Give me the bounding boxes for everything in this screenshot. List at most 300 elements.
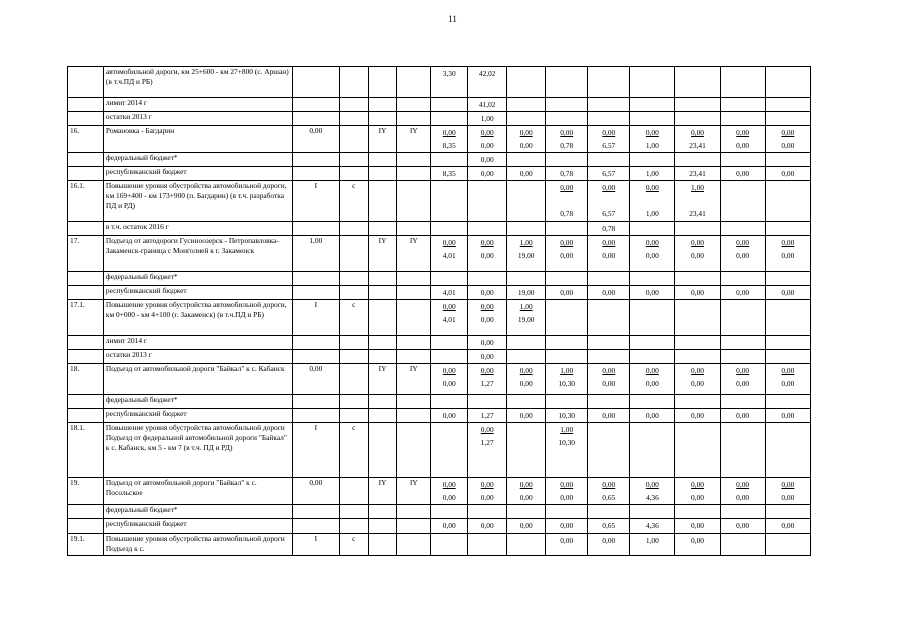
table-row	[68, 98, 811, 112]
row-number-cell	[68, 67, 104, 98]
object-name-cell: федеральный бюджет*	[103, 272, 292, 286]
value-text: 6,57	[602, 141, 616, 150]
value-text	[470, 272, 504, 285]
object-name-cell: Повышение уровня обустройства автомобильной дороги, км 169+400 - км 173+900 (п. Багдарин) (в т.ч. разработка ПД и РД)	[103, 181, 292, 222]
value-cell	[546, 112, 588, 126]
value-text: 0,00	[781, 480, 795, 489]
value-text	[632, 153, 672, 166]
value-text: 0,00	[442, 128, 456, 137]
value-text	[433, 181, 465, 194]
value-text	[590, 153, 627, 166]
category-cell	[339, 336, 368, 350]
value-text	[723, 112, 763, 125]
value-text: 0,00	[736, 169, 750, 178]
category-cell	[339, 126, 368, 153]
value-cell	[675, 181, 720, 222]
row-number-cell: 18.1.	[68, 423, 104, 478]
value-text: 0,00	[602, 251, 616, 260]
value-text	[590, 505, 627, 518]
table-row	[68, 112, 811, 126]
value-cell	[546, 423, 588, 478]
value-text: 0,00	[781, 379, 795, 388]
value-text: 0,00	[442, 238, 456, 247]
value-text	[590, 395, 627, 408]
value-text	[768, 336, 808, 349]
value-cell	[720, 236, 765, 272]
value-text	[677, 505, 717, 518]
category-cell	[339, 67, 368, 98]
type-cell	[397, 153, 431, 167]
value-cell	[588, 236, 630, 272]
value-text	[632, 98, 672, 111]
object-name-cell: автомобильной дороги, км 25+600 - км 27+800 (с. Аршан) (в т.ч.ПД и РБ)	[103, 67, 292, 98]
value-cell	[765, 272, 810, 286]
value-cell	[720, 67, 765, 98]
value-text: 8,35	[442, 141, 456, 150]
value-text	[632, 300, 672, 313]
length-cell	[292, 112, 339, 126]
row-number-cell: 18.	[68, 364, 104, 395]
category-cell: с	[339, 300, 368, 336]
length-cell	[292, 272, 339, 286]
value-cell	[546, 364, 588, 395]
value-cell	[468, 300, 507, 336]
value-text: 0,00	[442, 366, 456, 375]
value-text: 0,00	[781, 169, 795, 178]
value-text: 0,00	[480, 169, 494, 178]
value-text: 0,00	[691, 480, 704, 489]
value-cell	[431, 423, 468, 478]
value-cell	[546, 222, 588, 236]
value-cell	[546, 534, 588, 556]
value-cell	[431, 350, 468, 364]
value-cell	[765, 236, 810, 272]
value-cell	[630, 519, 675, 534]
value-text: 0,00	[480, 315, 494, 324]
value-text: 1,00	[645, 141, 659, 150]
value-text: 1,27	[480, 411, 494, 420]
value-cell	[630, 236, 675, 272]
class-cell	[368, 181, 397, 222]
category-cell	[339, 478, 368, 505]
category-cell	[339, 519, 368, 534]
object-name-cell: республиканский бюджет	[103, 409, 292, 423]
value-cell	[720, 98, 765, 112]
value-text: 0,00	[645, 366, 659, 375]
value-cell	[630, 478, 675, 505]
value-cell	[507, 519, 546, 534]
value-cell	[546, 478, 588, 505]
value-cell	[765, 395, 810, 409]
value-cell	[765, 98, 810, 112]
value-text: 0,00	[442, 521, 456, 530]
value-cell	[675, 67, 720, 98]
value-text	[632, 112, 672, 125]
value-cell	[720, 364, 765, 395]
value-cell	[588, 181, 630, 222]
value-cell	[588, 222, 630, 236]
value-text: 0,00	[480, 141, 494, 150]
value-text	[470, 181, 504, 194]
value-text	[677, 423, 717, 436]
value-cell	[630, 126, 675, 153]
value-cell	[468, 336, 507, 350]
object-name-cell: Романовка - Багдарин	[103, 126, 292, 153]
value-text: 0,00	[519, 521, 533, 530]
value-text	[548, 98, 585, 111]
value-text: 1,00	[645, 169, 659, 178]
value-cell	[765, 423, 810, 478]
value-cell	[588, 395, 630, 409]
value-text: 6,57	[602, 209, 616, 218]
value-text: 1,27	[480, 438, 494, 447]
value-text	[548, 300, 585, 313]
value-text: 0,00	[442, 480, 456, 489]
value-cell	[468, 272, 507, 286]
row-number-cell	[68, 272, 104, 286]
value-cell	[675, 222, 720, 236]
value-text	[632, 350, 672, 363]
object-name-cell: остатки 2013 г	[103, 112, 292, 126]
row-number-cell: 19.1.	[68, 534, 104, 556]
value-cell	[431, 126, 468, 153]
value-cell	[468, 350, 507, 364]
value-cell	[765, 153, 810, 167]
value-text: 1,00	[645, 536, 659, 545]
table-row	[68, 519, 811, 534]
value-cell	[431, 236, 468, 272]
value-text: 1,00	[645, 209, 659, 218]
value-cell	[546, 67, 588, 98]
value-text: 10,30	[558, 411, 576, 420]
class-cell	[368, 67, 397, 98]
type-cell	[397, 395, 431, 409]
category-cell	[339, 167, 368, 181]
length-cell	[292, 336, 339, 350]
table-row	[68, 534, 811, 556]
value-text	[470, 534, 504, 547]
value-text	[590, 272, 627, 285]
value-text	[677, 300, 717, 313]
value-cell	[431, 409, 468, 423]
value-cell	[720, 505, 765, 519]
value-text	[433, 112, 465, 125]
value-cell	[468, 153, 507, 167]
value-text: 1,00	[480, 114, 494, 123]
value-text: 0,00	[480, 480, 494, 489]
value-text: 0,00	[781, 366, 795, 375]
value-cell	[765, 181, 810, 222]
value-text: 0,00	[602, 536, 616, 545]
value-cell	[507, 272, 546, 286]
table-row	[68, 153, 811, 167]
value-cell	[720, 272, 765, 286]
category-cell	[339, 286, 368, 300]
table-row	[68, 126, 811, 153]
value-cell	[588, 350, 630, 364]
row-number-cell: 17.	[68, 236, 104, 272]
value-text: 0,00	[781, 521, 795, 530]
category-cell	[339, 350, 368, 364]
value-text: 0,00	[645, 183, 659, 192]
row-number-cell	[68, 505, 104, 519]
value-text: 19,00	[517, 315, 535, 324]
type-cell	[397, 272, 431, 286]
value-cell	[588, 300, 630, 336]
value-cell	[675, 286, 720, 300]
value-text: 0,00	[519, 128, 533, 137]
value-cell	[630, 272, 675, 286]
table-row	[68, 423, 811, 478]
value-cell	[468, 423, 507, 478]
value-cell	[675, 409, 720, 423]
value-cell	[588, 336, 630, 350]
value-text	[509, 336, 543, 349]
value-text: 0,00	[602, 379, 616, 388]
class-cell	[368, 505, 397, 519]
value-cell	[546, 286, 588, 300]
row-number-cell	[68, 350, 104, 364]
value-cell	[720, 167, 765, 181]
object-name-cell: федеральный бюджет*	[103, 153, 292, 167]
value-text	[590, 112, 627, 125]
type-cell	[397, 505, 431, 519]
value-cell	[507, 478, 546, 505]
value-cell	[675, 98, 720, 112]
value-cell	[720, 153, 765, 167]
value-cell	[588, 98, 630, 112]
value-text	[433, 153, 465, 166]
value-cell	[468, 112, 507, 126]
table-body	[68, 67, 811, 556]
length-cell	[292, 286, 339, 300]
value-text	[433, 222, 465, 235]
value-cell	[588, 286, 630, 300]
value-text	[632, 395, 672, 408]
value-text	[548, 272, 585, 285]
value-cell	[431, 519, 468, 534]
value-text	[433, 423, 465, 436]
length-cell	[292, 505, 339, 519]
type-cell	[397, 336, 431, 350]
value-text: 4,01	[442, 315, 456, 324]
length-cell	[292, 350, 339, 364]
table-row	[68, 67, 811, 98]
value-cell	[546, 167, 588, 181]
value-cell	[588, 272, 630, 286]
value-cell	[675, 505, 720, 519]
value-cell	[507, 167, 546, 181]
value-cell	[431, 67, 468, 98]
value-text: 0,00	[560, 288, 574, 297]
value-text	[509, 534, 543, 547]
value-text	[723, 534, 763, 547]
value-cell	[468, 167, 507, 181]
object-name-cell: остатки 2013 г	[103, 350, 292, 364]
value-text: 0,78	[560, 141, 574, 150]
value-text	[723, 505, 763, 518]
value-cell	[546, 336, 588, 350]
row-number-cell	[68, 112, 104, 126]
value-text: 0,00	[781, 288, 795, 297]
class-cell	[368, 336, 397, 350]
class-cell	[368, 153, 397, 167]
value-text: 0,00	[480, 155, 494, 164]
value-text: 0,00	[736, 366, 750, 375]
table-row	[68, 286, 811, 300]
value-text: 0,00	[519, 141, 533, 150]
value-text: 0,78	[602, 224, 616, 233]
value-cell	[431, 153, 468, 167]
type-cell	[397, 286, 431, 300]
value-cell	[675, 236, 720, 272]
value-text: 10,30	[558, 379, 576, 388]
value-cell	[507, 98, 546, 112]
value-cell	[720, 336, 765, 350]
value-text: 0,00	[519, 493, 533, 502]
value-text: 0,00	[480, 338, 494, 347]
object-name-cell: Подъезд от автомобильной дороги "Байкал" к с. Посольское	[103, 478, 292, 505]
value-cell	[765, 505, 810, 519]
value-text: 0,00	[691, 128, 704, 137]
class-cell	[368, 534, 397, 556]
value-cell	[675, 364, 720, 395]
row-number-cell	[68, 336, 104, 350]
value-text	[433, 395, 465, 408]
value-cell	[546, 395, 588, 409]
value-text	[768, 272, 808, 285]
value-text: 0,00	[602, 183, 616, 192]
value-cell	[507, 395, 546, 409]
object-name-cell: республиканский бюджет	[103, 286, 292, 300]
length-cell: 0,00	[292, 478, 339, 505]
value-cell	[765, 336, 810, 350]
type-cell	[397, 300, 431, 336]
value-text: 0,00	[442, 493, 456, 502]
value-cell	[431, 181, 468, 222]
class-cell: IY	[368, 364, 397, 395]
table-row	[68, 167, 811, 181]
value-text	[590, 67, 627, 80]
value-text	[723, 350, 763, 363]
value-cell	[720, 519, 765, 534]
length-cell: I	[292, 181, 339, 222]
value-cell	[431, 364, 468, 395]
value-cell	[507, 126, 546, 153]
value-cell	[765, 112, 810, 126]
value-text: 0,00	[781, 411, 795, 420]
row-number-cell	[68, 153, 104, 167]
value-text: 0,00	[560, 480, 574, 489]
value-text	[509, 222, 543, 235]
value-cell	[765, 67, 810, 98]
class-cell	[368, 395, 397, 409]
type-cell	[397, 222, 431, 236]
value-cell	[765, 364, 810, 395]
value-text: 6,57	[602, 169, 616, 178]
value-text: 0,00	[736, 379, 750, 388]
value-text: 0,00	[736, 251, 750, 260]
value-text	[548, 194, 585, 207]
value-text: 0,00	[645, 128, 659, 137]
value-text	[723, 67, 763, 80]
value-cell	[431, 112, 468, 126]
value-text: 0,00	[691, 521, 704, 530]
table-row	[68, 336, 811, 350]
category-cell	[339, 364, 368, 395]
value-text	[677, 336, 717, 349]
value-text	[768, 395, 808, 408]
value-cell	[675, 395, 720, 409]
value-text: 4,01	[442, 288, 456, 297]
value-text	[768, 67, 808, 80]
value-cell	[431, 534, 468, 556]
budget-table	[67, 66, 811, 556]
value-text: 19,00	[517, 251, 535, 260]
value-cell	[765, 167, 810, 181]
value-text: 0,65	[602, 493, 616, 502]
value-text: 0,00	[480, 238, 494, 247]
value-text: 0,00	[691, 238, 704, 247]
value-cell	[546, 181, 588, 222]
value-text: 0,00	[480, 521, 494, 530]
value-cell	[468, 236, 507, 272]
value-text	[433, 98, 465, 111]
table-row	[68, 395, 811, 409]
value-text: 0,00	[442, 302, 456, 311]
class-cell	[368, 286, 397, 300]
value-cell	[630, 222, 675, 236]
value-text: 0,00	[781, 251, 795, 260]
value-cell	[507, 364, 546, 395]
value-text	[509, 98, 543, 111]
value-text	[509, 395, 543, 408]
value-text	[768, 98, 808, 111]
value-text	[509, 181, 543, 194]
value-cell	[507, 336, 546, 350]
value-text	[768, 423, 808, 436]
value-text	[470, 222, 504, 235]
value-text: 0,00	[560, 238, 574, 247]
value-text: 0,00	[602, 480, 616, 489]
value-cell	[720, 222, 765, 236]
value-text	[677, 395, 717, 408]
value-cell	[765, 286, 810, 300]
value-text: 0,00	[645, 288, 659, 297]
value-text	[632, 222, 672, 235]
value-text: 0,00	[645, 238, 659, 247]
value-cell	[720, 126, 765, 153]
value-cell	[630, 350, 675, 364]
value-cell	[630, 300, 675, 336]
value-text	[470, 505, 504, 518]
value-text	[433, 534, 465, 547]
value-text: 0,00	[519, 379, 533, 388]
value-text	[548, 112, 585, 125]
value-cell	[468, 505, 507, 519]
value-cell	[630, 336, 675, 350]
value-text: 8,35	[442, 169, 456, 178]
object-name-cell: Подъезд от автодороги Гусиноозерск - Петропавловка-Закаменск-граница с Монголией к г. Закаменск	[103, 236, 292, 272]
table-row	[68, 505, 811, 519]
value-cell	[468, 409, 507, 423]
value-cell	[588, 534, 630, 556]
value-cell	[675, 478, 720, 505]
table-row	[68, 181, 811, 222]
value-cell	[431, 98, 468, 112]
type-cell	[397, 98, 431, 112]
category-cell	[339, 395, 368, 409]
